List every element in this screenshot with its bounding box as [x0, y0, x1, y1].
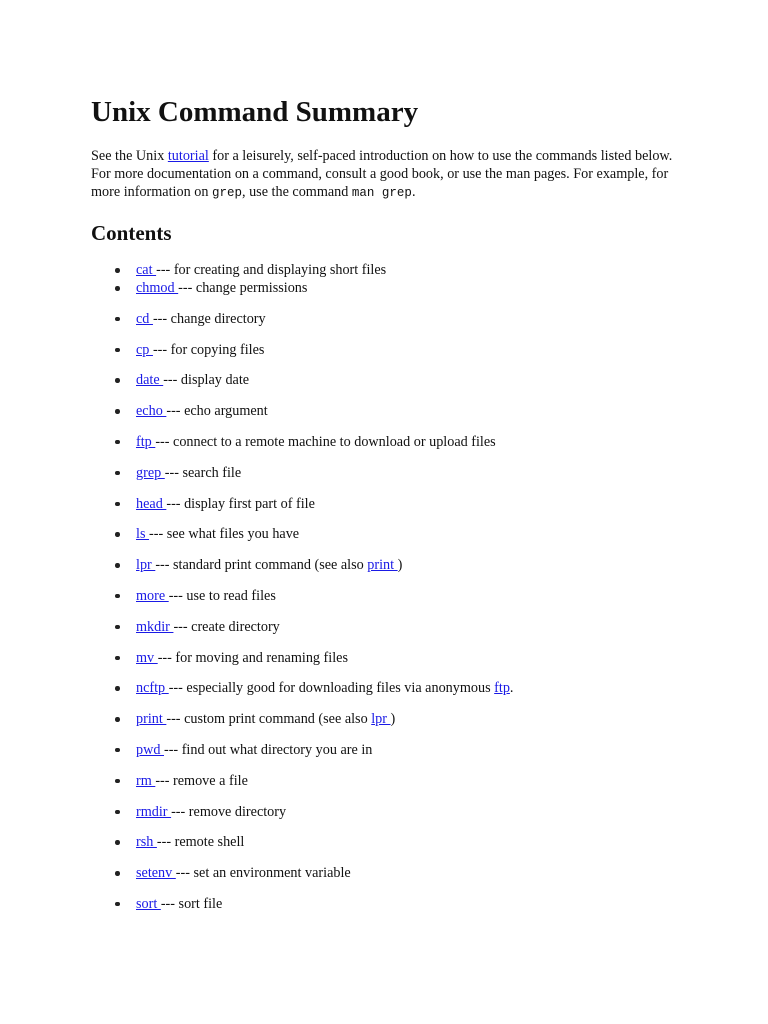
command-link[interactable]: rmdir — [136, 803, 172, 820]
list-item — [91, 371, 680, 389]
intro-paragraph — [91, 147, 680, 202]
command-description: --- change permissions — [178, 280, 308, 296]
command-description: --- create directory — [173, 618, 280, 635]
command-link[interactable]: ftp — [136, 433, 156, 450]
command-link[interactable]: sort — [136, 895, 161, 912]
contents-heading: Contents — [91, 221, 172, 245]
command-link[interactable]: mkdir — [136, 618, 174, 635]
command-link[interactable]: rm — [136, 772, 156, 789]
list-item — [91, 279, 680, 297]
list-item — [91, 895, 680, 913]
list-item — [91, 803, 680, 821]
command-link[interactable]: date — [136, 372, 164, 389]
list-item — [91, 833, 680, 851]
list-item — [91, 433, 680, 451]
command-link[interactable]: ls — [136, 526, 150, 543]
command-link[interactable]: cp — [136, 341, 153, 358]
list-item — [91, 261, 680, 279]
command-description: --- display first part of file — [166, 495, 315, 512]
list-item — [91, 710, 680, 728]
command-description: --- echo argument — [166, 403, 268, 420]
command-link[interactable]: rsh — [136, 834, 157, 851]
intro-text-4: . — [411, 184, 416, 200]
command-description: --- remove a file — [155, 772, 248, 789]
command-description: --- remove directory — [171, 803, 287, 820]
see-also-link[interactable]: lpr — [371, 711, 391, 728]
list-item — [91, 341, 680, 359]
command-list — [91, 261, 680, 913]
command-link[interactable]: grep — [136, 464, 165, 481]
command-description: --- for copying files — [152, 341, 265, 358]
list-item — [91, 525, 680, 543]
list-item — [91, 556, 680, 574]
command-description: --- for moving and renaming files — [157, 649, 348, 666]
command-description: --- remote shell — [156, 834, 245, 851]
intro-text-2: for a leisurely, self-paced introduction on how to use the commands listed below. For more documentation on a command, consult a good book, or use the man pages. For example, for more information on — [91, 148, 673, 200]
command-description: --- for creating and displaying short files — [156, 262, 387, 278]
intro-code-grep: grep — [211, 186, 242, 200]
command-description: --- search file — [164, 464, 242, 481]
list-item — [91, 402, 680, 420]
command-link[interactable]: echo — [136, 403, 167, 420]
intro-code-man-grep: man grep — [351, 186, 412, 200]
command-description: --- sort file — [160, 895, 223, 912]
command-description: --- connect to a remote machine to download or upload files — [155, 433, 496, 450]
command-link[interactable]: setenv — [136, 865, 176, 882]
command-link[interactable]: cat — [136, 262, 157, 278]
command-description: --- change directory — [152, 310, 266, 327]
command-link[interactable]: lpr — [136, 557, 156, 574]
list-item — [91, 649, 680, 667]
command-description: --- use to read files — [168, 587, 276, 604]
command-link[interactable]: print — [136, 711, 167, 728]
command-link[interactable]: mv — [136, 649, 158, 666]
list-item — [91, 618, 680, 636]
list-item — [91, 310, 680, 328]
intro-text-3: , use the command — [241, 184, 352, 200]
list-item — [91, 679, 680, 697]
intro-text-1: See the Unix — [91, 148, 168, 164]
command-link[interactable]: head — [136, 495, 167, 512]
list-item — [91, 587, 680, 605]
page-title: Unix Command Summary — [91, 96, 419, 128]
command-description: --- especially good for downloading files via anonymous — [168, 680, 495, 697]
see-also-link[interactable]: print — [367, 557, 398, 574]
list-item — [91, 495, 680, 513]
command-description: --- custom print command (see also — [166, 711, 372, 728]
command-link[interactable]: ncftp — [136, 680, 169, 697]
command-description: --- display date — [163, 372, 250, 389]
command-link[interactable]: cd — [136, 310, 153, 327]
list-item — [91, 772, 680, 790]
command-description: --- find out what directory you are in — [163, 741, 373, 758]
list-item — [91, 741, 680, 759]
description-suffix: . — [509, 680, 514, 697]
command-description: --- set an environment variable — [175, 865, 351, 882]
command-link[interactable]: more — [136, 587, 169, 604]
command-link[interactable]: pwd — [136, 741, 164, 758]
list-item — [91, 864, 680, 882]
description-suffix: ) — [390, 711, 396, 728]
command-link[interactable]: chmod — [136, 280, 179, 296]
command-description: --- standard print command (see also — [155, 557, 368, 574]
tutorial-link[interactable]: tutorial — [167, 148, 209, 164]
list-item — [91, 464, 680, 482]
command-description: --- see what files you have — [149, 526, 300, 543]
see-also-link[interactable]: ftp — [494, 680, 510, 697]
description-suffix: ) — [397, 557, 403, 574]
